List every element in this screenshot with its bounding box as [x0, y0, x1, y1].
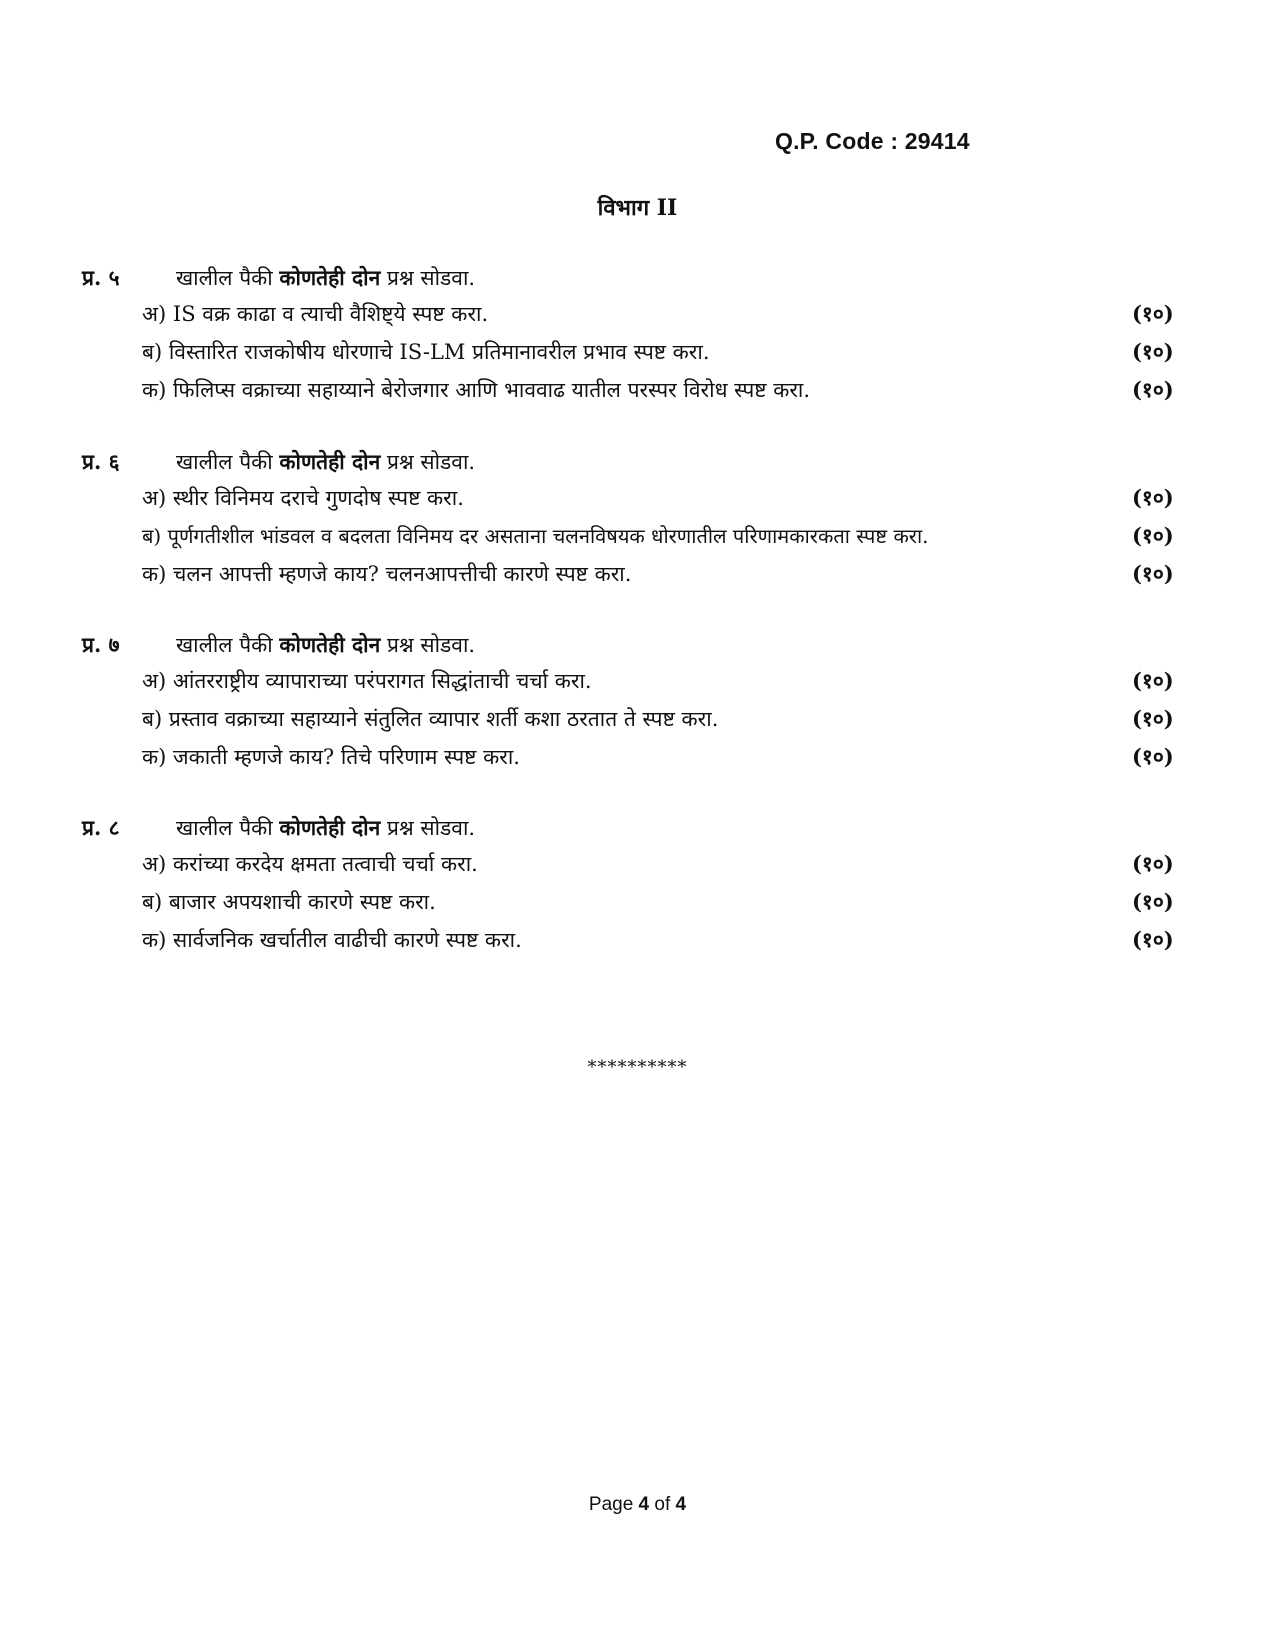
- sub-question-text: क) फिलिप्स वक्राच्या सहाय्याने बेरोजगार आणि भाववाढ यातील परस्पर विरोध स्पष्ट करा.: [142, 378, 811, 402]
- end-marker: **********: [587, 1057, 688, 1078]
- sub-question-text: ब) पूर्णगतीशील भांडवल व बदलता विनिमय दर असताना चलनविषयक धोरणातील परिणामकारकता स्पष्ट करा.: [142, 524, 929, 548]
- instruction-after: प्रश्न सोडवा.: [380, 450, 476, 474]
- page-current: 4: [638, 1494, 650, 1515]
- question-block: [82, 814, 1182, 964]
- instruction-before: खालील पैकी: [176, 816, 280, 840]
- question-number: प्र. ८: [82, 815, 120, 840]
- marks-label: (१०): [1132, 744, 1174, 769]
- question-block: [82, 631, 1182, 781]
- instruction-before: खालील पैकी: [176, 633, 280, 657]
- sub-question-text: ब) प्रस्ताव वक्राच्या सहाय्याने संतुलित व्यापार शर्ती कशा ठरतात ते स्पष्ट करा.: [142, 707, 719, 731]
- sub-question: [82, 522, 1182, 560]
- question-instruction: [176, 264, 475, 292]
- qp-code: Q.P. Code : 29414: [775, 128, 970, 154]
- page-footer: [0, 1494, 1275, 1516]
- sub-question: [82, 667, 1182, 705]
- question-instruction: [176, 448, 475, 476]
- question-number: प्र. ७: [82, 632, 120, 657]
- question-header: [82, 448, 1182, 484]
- sub-question: [82, 705, 1182, 743]
- instruction-before: खालील पैकी: [176, 450, 280, 474]
- question-number: प्र. ५: [82, 265, 120, 290]
- instruction-before: खालील पैकी: [176, 266, 280, 290]
- question-header: [82, 814, 1182, 850]
- sub-question-text: ब) बाजार अपयशाची कारणे स्पष्ट करा.: [142, 890, 436, 914]
- question-instruction: [176, 631, 475, 659]
- instruction-after: प्रश्न सोडवा.: [380, 816, 476, 840]
- question-block: [82, 448, 1182, 598]
- marks-label: (१०): [1132, 706, 1174, 731]
- sub-question-text: अ) आंतरराष्ट्रीय व्यापाराच्या परंपरागत सिद्धांताची चर्चा करा.: [142, 669, 592, 693]
- marks-label: (१०): [1132, 668, 1174, 693]
- sub-question: [82, 484, 1182, 522]
- marks-label: (१०): [1132, 339, 1174, 364]
- sub-question-text: क) सार्वजनिक खर्चातील वाढीची कारणे स्पष्ट करा.: [142, 928, 522, 952]
- question-instruction: [176, 814, 475, 842]
- instruction-emphasis: कोणतेही दोन: [279, 632, 381, 657]
- sub-question: [82, 850, 1182, 888]
- question-number: प्र. ६: [82, 449, 120, 474]
- sub-question-text: ब) विस्तारित राजकोषीय धोरणाचे IS-LM प्रतिमानावरील प्रभाव स्पष्ट करा.: [142, 340, 710, 364]
- sub-question: [82, 560, 1182, 598]
- marks-label: (१०): [1132, 485, 1174, 510]
- question-header: [82, 264, 1182, 300]
- marks-label: (१०): [1132, 301, 1174, 326]
- instruction-after: प्रश्न सोडवा.: [380, 266, 476, 290]
- marks-label: (१०): [1132, 523, 1174, 548]
- instruction-emphasis: कोणतेही दोन: [279, 815, 381, 840]
- page-word: Page: [588, 1494, 639, 1515]
- sub-question-text: अ) स्थीर विनिमय दराचे गुणदोष स्पष्ट करा.: [142, 486, 464, 510]
- question-block: [82, 264, 1182, 414]
- instruction-after: प्रश्न सोडवा.: [380, 633, 476, 657]
- sub-question-text: अ) IS वक्र काढा व त्याची वैशिष्ट्ये स्पष्ट करा.: [142, 302, 489, 326]
- marks-label: (१०): [1132, 927, 1174, 952]
- sub-question: [82, 376, 1182, 414]
- marks-label: (१०): [1132, 377, 1174, 402]
- page-of-word: of: [649, 1494, 676, 1515]
- sub-question: [82, 926, 1182, 964]
- section-title: विभाग II: [597, 195, 678, 221]
- marks-label: (१०): [1132, 889, 1174, 914]
- sub-question: [82, 338, 1182, 376]
- sub-question-text: क) चलन आपत्ती म्हणजे काय? चलनआपत्तीची कारणे स्पष्ट करा.: [142, 562, 632, 586]
- sub-question: [82, 743, 1182, 781]
- sub-question-text: क) जकाती म्हणजे काय? तिचे परिणाम स्पष्ट करा.: [142, 745, 520, 769]
- marks-label: (१०): [1132, 851, 1174, 876]
- marks-label: (१०): [1132, 561, 1174, 586]
- sub-question-text: अ) करांच्या करदेय क्षमता तत्वाची चर्चा करा.: [142, 852, 478, 876]
- page-total: 4: [675, 1494, 687, 1515]
- sub-question: [82, 300, 1182, 338]
- question-header: [82, 631, 1182, 667]
- instruction-emphasis: कोणतेही दोन: [279, 265, 381, 290]
- instruction-emphasis: कोणतेही दोन: [279, 449, 381, 474]
- sub-question: [82, 888, 1182, 926]
